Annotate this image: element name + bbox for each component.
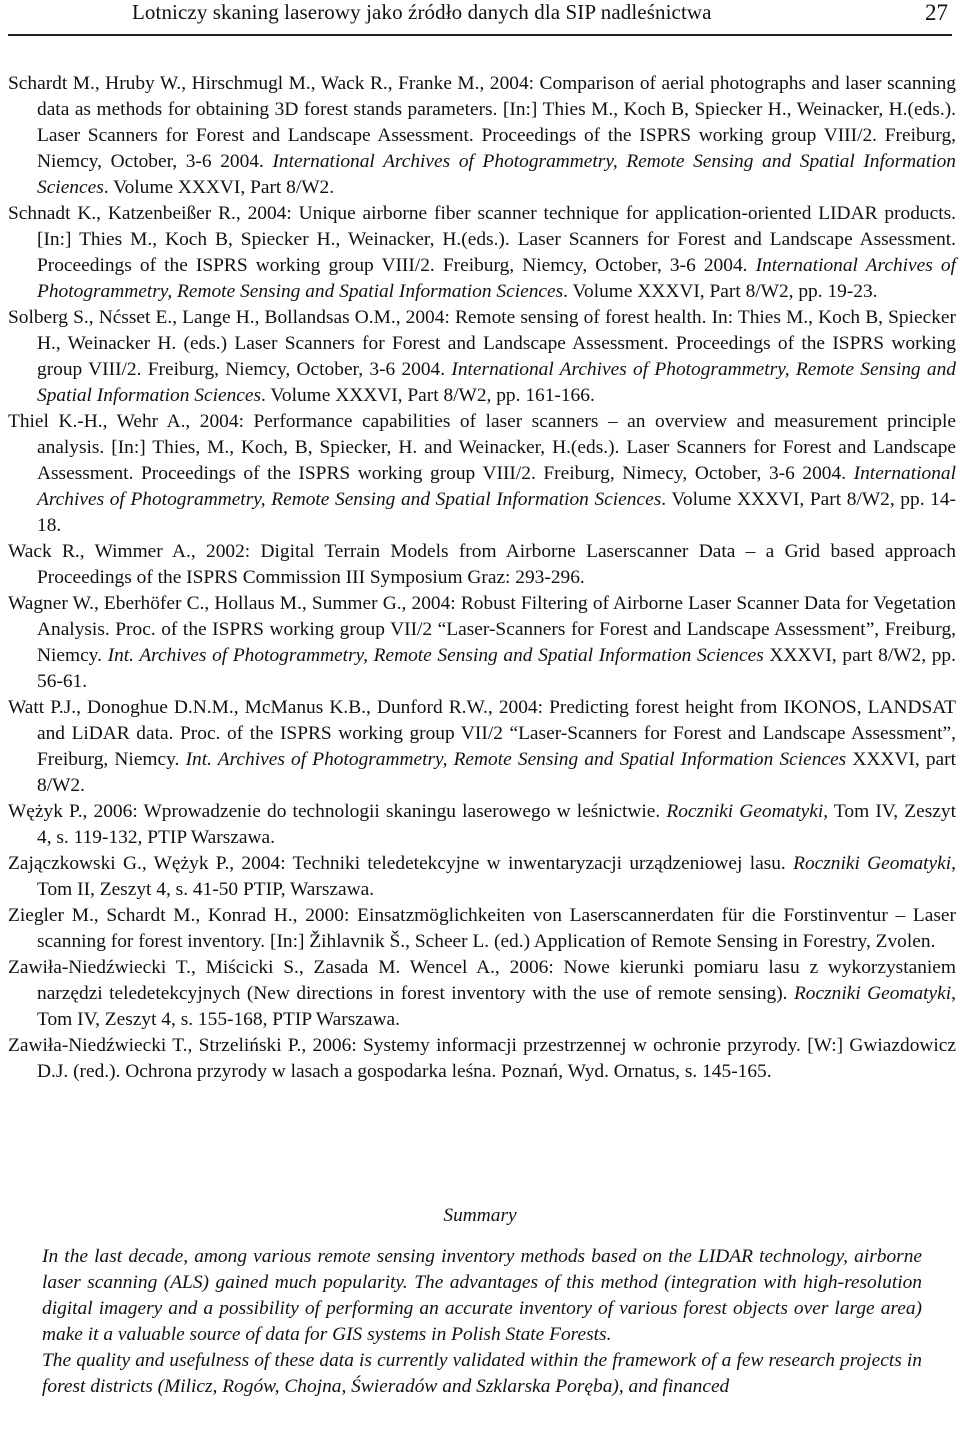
reference-entry bbox=[8, 409, 956, 539]
reference-source: Int. Archives of Photogrammetry, Remote Sensing and Spatial Information Sciences bbox=[185, 749, 847, 770]
running-title: Lotniczy skaning laserowy jako źródło danych dla SIP nadleśnictwa bbox=[132, 0, 712, 24]
reference-text: Wężyk P., 2006: Wprowadzenie do technologii skaningu laserowego w leśnictwie. bbox=[8, 801, 661, 822]
reference-text: Zawiła-Niedźwiecki T., Miścicki S., Zasada M. Wencel A., 2006: Nowe kierunki pomiaru lasu z wykorzystaniem narzędzi teledetekcyjnych (New directions in forest inventory with the use of remote sensing). bbox=[8, 957, 956, 1004]
reference-text: Solberg S., Nćsset E., Lange H., Bollandsas O.M., 2004: Remote sensing of forest health. In: Thies M., Koch B, Spiecker H., Weinacker H. (eds.) Laser Scanners for Forest and Landscape Assessment. Proceedings of the ISPRS working group VIII/2. Freiburg, Niemcy, October, 3-6 2004. bbox=[8, 307, 956, 380]
reference-text: Wagner W., Eberhöfer C., Hollaus M., Summer G., 2004: Robust Filtering of Airborne Laser Scanner Data for Vegetation Analysis. Proc. of the ISPRS working group VII/2 “Laser-Scanners for Forest and Landscape Assessment”, Freiburg, Niemcy. bbox=[8, 593, 956, 666]
reference-text: Zawiła-Niedźwiecki T., Strzeliński P., 2006: Systemy informacji przestrzennej w ochronie przyrody. [W:] Gwiazdowicz D.J. (red.). Ochrona przyrody w lasach a gospodarka leśna. Poznań, Wyd. Ornatus, s. 145-165. bbox=[8, 1035, 956, 1082]
summary-paragraph: In the last decade, among various remote sensing inventory methods based on the LIDAR technology, airborne laser scanning (ALS) gained much popularity. The advantages of this method (integration with high-resolution digital imagery and a possibility of performing an accurate inventory of various forest objects over large area) make it a valuable source of data for GIS systems in Polish State Forests. bbox=[42, 1246, 922, 1345]
summary-body bbox=[42, 1244, 922, 1400]
reference-details: , Tom II, Zeszyt 4, s. 41-50 PTIP, Warszawa. bbox=[37, 853, 957, 900]
reference-details: . Volume XXXVI, Part 8/W2, pp. 19-23. bbox=[563, 281, 878, 302]
reference-entry bbox=[8, 305, 956, 409]
reference-source: International Archives of Photogrammetry, Remote Sensing and Spatial Information Sciences bbox=[37, 359, 956, 406]
reference-text: Thiel K.-H., Wehr A., 2004: Performance capabilities of laser scanners – an overview and measurement principle analysis. [In:] Thies, M., Koch, B, Spiecker, H. and Weinacker, H.(eds.). Laser Scanners for Forest and Landscape Assessment. Proceedings of the ISPRS working group VIII/2. Freiburg, Nimecy, October, 3-6 2004. bbox=[8, 411, 956, 484]
reference-list bbox=[8, 71, 956, 1085]
reference-entry bbox=[8, 799, 956, 851]
reference-entry bbox=[8, 201, 956, 305]
summary-heading: Summary bbox=[443, 1205, 517, 1226]
reference-details: XXXVI, part 8/W2. bbox=[37, 749, 956, 796]
reference-details: , Tom IV, Zeszyt 4, s. 155-168, PTIP Warszawa. bbox=[37, 983, 956, 1030]
reference-details: . Volume XXXVI, Part 8/W2, pp. 14-18. bbox=[37, 489, 957, 536]
reference-source: International Archives of Photogrammetry, Remote Sensing and Spatial Information Sciences bbox=[37, 463, 956, 510]
reference-source: Int. Archives of Photogrammetry, Remote Sensing and Spatial Information Sciences bbox=[107, 645, 764, 666]
reference-entry bbox=[8, 591, 956, 695]
summary-paragraph: The quality and usefulness of these data is currently validated within the framework of a few research projects in forest districts (Milicz, Rogów, Chojna, Świeradów and Szklarska Poręba), and financed bbox=[42, 1350, 922, 1397]
reference-source: International Archives of Photogrammetry, Remote Sensing and Spatial Information Sciences bbox=[37, 255, 956, 302]
reference-text: Ziegler M., Schardt M., Konrad H., 2000: Einsatzmöglichkeiten von Laserscannerdaten für die Forstinventur – Laser scanning for forest inventory. [In:] Žihlavnik Š., Scheer L. (ed.) Application of Remote Sensing in Forestry, Zvolen. bbox=[8, 905, 956, 952]
reference-details: . Volume XXXVI, Part 8/W2. bbox=[103, 177, 335, 198]
reference-entry bbox=[8, 539, 956, 591]
reference-entry bbox=[8, 903, 956, 955]
reference-entry bbox=[8, 695, 956, 799]
reference-text: Schardt M., Hruby W., Hirschmugl M., Wack R., Franke M., 2004: Comparison of aerial photographs and laser scanning data as methods for obtaining 3D forest stands parameters. [In:] Thies M., Koch B, Spiecker H., Weinacker, H.(eds.). Laser Scanners for Forest and Landscape Assessment. Proceedings of the ISPRS working group VIII/2. Freiburg, Niemcy, October, 3-6 2004. bbox=[8, 73, 956, 172]
reference-entry bbox=[8, 1033, 956, 1085]
reference-entry bbox=[8, 851, 956, 903]
reference-source: Roczniki Geomatyki bbox=[793, 853, 952, 874]
reference-text: Wack R., Wimmer A., 2002: Digital Terrain Models from Airborne Laserscanner Data – a Grid based approach Proceedings of the ISPRS Commission III Symposium Graz: 293-296. bbox=[8, 541, 956, 588]
reference-text: Zajączkowski G., Wężyk P., 2004: Techniki teledetekcyjne w inwentaryzacji urządzeniowej lasu. bbox=[8, 853, 786, 874]
reference-entry bbox=[8, 71, 956, 201]
reference-details: XXXVI, part 8/W2, pp. 56-61. bbox=[37, 645, 956, 692]
page-header bbox=[8, 0, 952, 36]
reference-source: Roczniki Geomatyki bbox=[666, 801, 824, 822]
reference-details: , Tom IV, Zeszyt 4, s. 119-132, PTIP Warszawa. bbox=[37, 801, 956, 848]
reference-text: Watt P.J., Donoghue D.N.M., McManus K.B., Dunford R.W., 2004: Predicting forest height from IKONOS, LANDSAT and LiDAR data. Proc. of the ISPRS working group VII/2 “Laser-Scanners for Forest and Landscape Assessment”, Freiburg, Niemcy. bbox=[8, 697, 956, 770]
page-number: 27 bbox=[925, 0, 948, 25]
reference-entry bbox=[8, 955, 956, 1033]
reference-text: Schnadt K., Katzenbeißer R., 2004: Unique airborne fiber scanner technique for application-oriented LIDAR products. [In:] Thies M., Koch B, Spiecker H., Weinacker, H.(eds.). Laser Scanners for Forest and Landscape Assessment. Proceedings of the ISPRS working group VIII/2. Freiburg, Niemcy, October, 3-6 2004. bbox=[8, 203, 956, 276]
reference-source: Roczniki Geomatyki bbox=[793, 983, 952, 1004]
reference-details: . Volume XXXVI, Part 8/W2, pp. 161-166. bbox=[261, 385, 595, 406]
reference-source: International Archives of Photogrammetry, Remote Sensing and Spatial Information Sciences bbox=[37, 151, 956, 198]
